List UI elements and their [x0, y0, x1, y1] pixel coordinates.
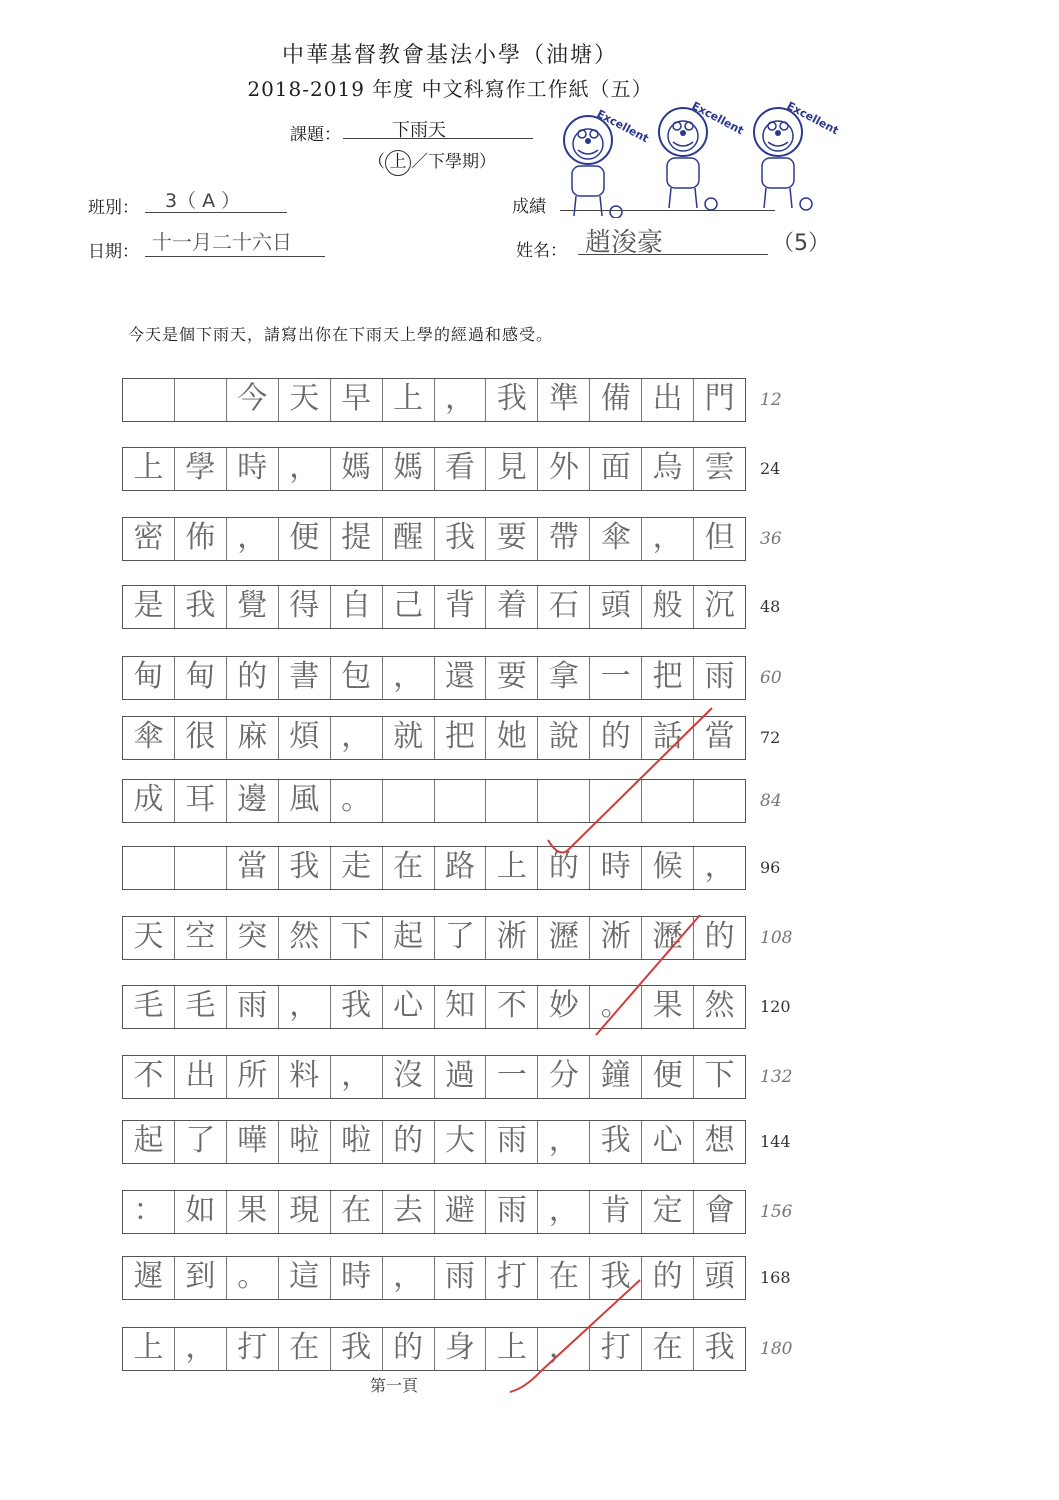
grid-cell: 淅: [486, 917, 538, 959]
grid-cell: 看: [435, 448, 487, 490]
grid-cell: 的: [383, 1121, 435, 1163]
grid-cell: [538, 780, 590, 822]
grid-cell: 拿: [538, 657, 590, 699]
grid-cell: 麻: [227, 717, 279, 759]
grid-cell: 風: [279, 780, 331, 822]
date-underline: [145, 256, 325, 257]
grid-cell: ，: [642, 518, 694, 560]
grid-cell: 上: [123, 448, 175, 490]
grid-cell: 便: [642, 1056, 694, 1098]
grid-cell: 我: [590, 1257, 642, 1299]
grid-cell: 醒: [383, 518, 435, 560]
name-underline: [578, 254, 768, 255]
grid-cell: 學: [175, 448, 227, 490]
grid-cell: 頭: [590, 586, 642, 628]
cartoon-cat-stamp-icon: [659, 99, 746, 210]
grid-cell: 但: [704, 520, 735, 555]
grid-cell: 妙: [538, 986, 590, 1028]
character-count: 156: [760, 1202, 793, 1222]
grid-cell: 毛: [123, 986, 175, 1028]
grid-cell: 早: [331, 379, 383, 421]
grid-cell: 料: [279, 1056, 331, 1098]
grid-cell: ，: [175, 1328, 227, 1370]
grid-cell: 我: [279, 847, 331, 889]
grid-cell: 路: [435, 847, 487, 889]
worksheet-title: 2018-2019 年度 中文科寫作工作紙（五）: [247, 77, 653, 101]
grid-cell: 當: [704, 719, 735, 754]
semester-open-paren: （: [368, 152, 385, 172]
grid-cell: 。: [227, 1257, 279, 1299]
grid-cell: 嘩: [227, 1121, 279, 1163]
grid-cell: 書: [279, 657, 331, 699]
grid-cell: 雨: [227, 986, 279, 1028]
grid-cell: 了: [175, 1121, 227, 1163]
grade-label: 成績: [512, 197, 546, 217]
grid-cell: [175, 847, 227, 889]
grid-cell: 的: [704, 919, 735, 954]
grid-cell: 我: [590, 1121, 642, 1163]
grid-cell: 在: [331, 1191, 383, 1233]
grid-cell: 沒: [383, 1056, 435, 1098]
grid-cell: 身: [435, 1328, 487, 1370]
grid-cell: 雲: [704, 450, 735, 485]
grid-cell: [642, 780, 694, 822]
grid-cell: 會: [704, 1193, 735, 1228]
grid-cell: 下: [331, 917, 383, 959]
grid-cell: 石: [538, 586, 590, 628]
grid-cell: 傘: [123, 717, 175, 759]
stamp-text: Excellent: [784, 99, 841, 138]
grid-cell: 天: [123, 917, 175, 959]
character-count: 132: [760, 1067, 793, 1087]
name-value: 趙浚豪: [585, 228, 664, 258]
grid-cell: ，: [383, 1257, 435, 1299]
grid-cell: 出: [642, 379, 694, 421]
grid-cell: 想: [704, 1123, 735, 1158]
character-count: 24: [760, 459, 781, 478]
grid-cell: 瀝: [538, 917, 590, 959]
grid-cell: 耳: [175, 780, 227, 822]
grid-cell: 心: [642, 1121, 694, 1163]
grid-cell: 現: [279, 1191, 331, 1233]
grid-row: [122, 985, 746, 1029]
grid-cell: 佈: [175, 518, 227, 560]
grid-cell: ，: [538, 1121, 590, 1163]
grid-cell: [590, 780, 642, 822]
grid-cell: 我: [175, 586, 227, 628]
grid-cell: 我: [486, 379, 538, 421]
writing-prompt: 今天是個下雨天，請寫出你在下雨天上學的經過和感受。: [128, 325, 554, 344]
grid-cell: 頭: [704, 1259, 735, 1294]
page-number: 第一頁: [370, 1376, 419, 1395]
grid-cell: 甸: [123, 657, 175, 699]
cartoon-cat-stamp-icon: [564, 107, 651, 218]
character-count: 12: [760, 390, 782, 410]
class-value: 3（ A ）: [165, 190, 241, 212]
grid-cell: 己: [383, 586, 435, 628]
class-underline: [145, 212, 287, 213]
grid-cell: 下: [704, 1058, 735, 1093]
grid-cell: 候: [642, 847, 694, 889]
grid-row: [122, 585, 746, 629]
grid-cell: 所: [227, 1056, 279, 1098]
class-label: 班別：: [88, 198, 139, 218]
grid-cell: ，: [538, 1191, 590, 1233]
grid-cell: 般: [642, 586, 694, 628]
grid-cell: 背: [435, 586, 487, 628]
grid-cell: 話: [642, 717, 694, 759]
grid-cell: 面: [590, 448, 642, 490]
grid-cell: 。: [590, 986, 642, 1028]
character-count: 180: [760, 1339, 793, 1359]
grid-cell: [486, 780, 538, 822]
grid-cell: 傘: [590, 518, 642, 560]
excellent-stamps: [548, 98, 848, 218]
grid-cell: 啦: [279, 1121, 331, 1163]
grid-cell: ，: [383, 657, 435, 699]
grid-cell: 然: [704, 988, 735, 1023]
grid-cell: 覺: [227, 586, 279, 628]
semester-upper-circled: 上: [385, 150, 411, 176]
grid-cell: 便: [279, 518, 331, 560]
grid-row: [122, 378, 746, 422]
grid-cell: 毛: [175, 986, 227, 1028]
grid-cell: ，: [227, 518, 279, 560]
grid-cell: 成: [123, 780, 175, 822]
grid-cell: ，: [279, 448, 331, 490]
grid-cell: 上: [383, 379, 435, 421]
grid-row: [122, 1327, 746, 1371]
grid-cell: 大: [435, 1121, 487, 1163]
grid-row: [122, 447, 746, 491]
grid-cell: 走: [331, 847, 383, 889]
grid-cell: 自: [331, 586, 383, 628]
grid-cell: 的: [227, 657, 279, 699]
grid-cell: 包: [331, 657, 383, 699]
grid-cell: 天: [279, 379, 331, 421]
grid-cell: 空: [175, 917, 227, 959]
grid-cell: 知: [435, 986, 487, 1028]
grid-cell: 我: [435, 518, 487, 560]
grid-cell: 時: [590, 847, 642, 889]
grid-cell: [123, 379, 175, 421]
topic-value: 下雨天: [392, 120, 446, 141]
grid-cell: 備: [590, 379, 642, 421]
grid-cell: 一: [590, 657, 642, 699]
grid-cell: [175, 379, 227, 421]
character-count: 60: [760, 668, 782, 688]
grid-row: [122, 916, 746, 960]
date-value: 十一月二十六日: [152, 230, 292, 254]
grid-cell: 在: [538, 1257, 590, 1299]
grid-cell: 不: [486, 986, 538, 1028]
grid-cell: 這: [279, 1257, 331, 1299]
grid-cell: 打: [590, 1328, 642, 1370]
grid-cell: 去: [383, 1191, 435, 1233]
grid-row: [122, 846, 746, 890]
grid-cell: 淅: [590, 917, 642, 959]
date-label: 日期：: [88, 242, 139, 262]
grid-cell: 的: [383, 1328, 435, 1370]
grid-cell: 心: [383, 986, 435, 1028]
grid-cell: 果: [227, 1191, 279, 1233]
character-count: 144: [760, 1132, 791, 1151]
grid-cell: 的: [642, 1257, 694, 1299]
grid-cell: ，: [331, 717, 383, 759]
grid-cell: 。: [331, 780, 383, 822]
grid-cell: ，: [331, 1056, 383, 1098]
grid-cell: 密: [123, 518, 175, 560]
character-count: 72: [760, 728, 781, 747]
grid-cell: 還: [435, 657, 487, 699]
grid-cell: 果: [642, 986, 694, 1028]
grid-cell: ，: [435, 379, 487, 421]
grid-cell: 然: [279, 917, 331, 959]
grid-cell: 媽: [331, 448, 383, 490]
grid-cell: ，: [704, 849, 735, 884]
topic-underline: [343, 138, 533, 139]
grid-cell: [123, 847, 175, 889]
grid-row: [122, 656, 746, 700]
grid-cell: 就: [383, 717, 435, 759]
grid-cell: [694, 780, 745, 822]
grid-row: [122, 1055, 746, 1099]
grid-cell: 定: [642, 1191, 694, 1233]
grid-cell: ，: [538, 1328, 590, 1370]
grid-cell: 如: [175, 1191, 227, 1233]
grid-cell: 見: [486, 448, 538, 490]
grid-cell: 過: [435, 1056, 487, 1098]
grid-cell: 到: [175, 1257, 227, 1299]
grid-cell: 甸: [175, 657, 227, 699]
character-count: 120: [760, 997, 791, 1016]
grid-cell: [435, 780, 487, 822]
grid-cell: ，: [279, 986, 331, 1028]
grid-cell: 煩: [279, 717, 331, 759]
grid-cell: 了: [435, 917, 487, 959]
grid-cell: 上: [486, 847, 538, 889]
character-count: 96: [760, 858, 781, 877]
grid-cell: 門: [704, 381, 735, 416]
character-count: 168: [760, 1268, 791, 1287]
grid-cell: 把: [642, 657, 694, 699]
name-label: 姓名：: [516, 241, 567, 261]
grid-row: [122, 1256, 746, 1300]
grid-cell: 是: [123, 586, 175, 628]
grid-cell: 的: [538, 847, 590, 889]
grid-cell: 帶: [538, 518, 590, 560]
grid-cell: 外: [538, 448, 590, 490]
student-number: （5）: [772, 231, 830, 256]
stamp-text: Excellent: [689, 99, 746, 138]
character-count: 108: [760, 928, 793, 948]
grid-cell: 分: [538, 1056, 590, 1098]
grid-cell: [383, 780, 435, 822]
grid-cell: 遲: [123, 1257, 175, 1299]
grid-cell: 在: [279, 1328, 331, 1370]
grid-cell: 雨: [704, 659, 735, 694]
grid-cell: 着: [486, 586, 538, 628]
grid-cell: 不: [123, 1056, 175, 1098]
grid-cell: 當: [227, 847, 279, 889]
grid-cell: 沉: [704, 588, 735, 623]
grid-cell: 雨: [486, 1121, 538, 1163]
semester-selector: [368, 147, 496, 176]
grid-row: [122, 716, 746, 760]
grid-row: [122, 1190, 746, 1234]
grid-cell: 打: [227, 1328, 279, 1370]
grid-cell: 我: [331, 1328, 383, 1370]
grid-cell: 肯: [590, 1191, 642, 1233]
grid-cell: 啦: [331, 1121, 383, 1163]
grid-cell: 出: [175, 1056, 227, 1098]
cartoon-cat-stamp-icon: [754, 99, 841, 210]
stamp-text: Excellent: [594, 107, 651, 146]
school-name: 中華基督教會基法小學（油塘）: [281, 43, 618, 68]
grid-cell: 我: [331, 986, 383, 1028]
grid-row: [122, 779, 746, 823]
grid-cell: 說: [538, 717, 590, 759]
grid-cell: 上: [486, 1328, 538, 1370]
grid-cell: 媽: [383, 448, 435, 490]
grid-cell: 我: [704, 1330, 735, 1365]
grid-cell: 雨: [435, 1257, 487, 1299]
grid-row: [122, 1120, 746, 1164]
grid-cell: 她: [486, 717, 538, 759]
grid-cell: 時: [227, 448, 279, 490]
grid-cell: 得: [279, 586, 331, 628]
grid-cell: 提: [331, 518, 383, 560]
grid-cell: 時: [331, 1257, 383, 1299]
grid-cell: 的: [590, 717, 642, 759]
grid-cell: 瀝: [642, 917, 694, 959]
topic-label: 課題：: [290, 125, 341, 145]
grid-cell: 避: [435, 1191, 487, 1233]
grid-cell: 要: [486, 657, 538, 699]
grid-cell: 在: [642, 1328, 694, 1370]
grid-cell: ：: [123, 1191, 175, 1233]
grid-row: [122, 517, 746, 561]
semester-rest: ／下學期）: [411, 152, 496, 172]
grid-cell: 把: [435, 717, 487, 759]
grid-cell: 很: [175, 717, 227, 759]
grid-cell: 烏: [642, 448, 694, 490]
grid-cell: 鐘: [590, 1056, 642, 1098]
grid-cell: 打: [486, 1257, 538, 1299]
grid-cell: 邊: [227, 780, 279, 822]
character-count: 48: [760, 597, 781, 616]
grid-cell: 要: [486, 518, 538, 560]
grid-cell: 起: [383, 917, 435, 959]
character-count: 84: [760, 791, 782, 811]
grid-cell: 雨: [486, 1191, 538, 1233]
grid-cell: 準: [538, 379, 590, 421]
grid-cell: 一: [486, 1056, 538, 1098]
grid-cell: 突: [227, 917, 279, 959]
grid-cell: 上: [123, 1328, 175, 1370]
character-count: 36: [760, 529, 782, 549]
grid-cell: 起: [123, 1121, 175, 1163]
grid-cell: 今: [227, 379, 279, 421]
grid-cell: 在: [383, 847, 435, 889]
